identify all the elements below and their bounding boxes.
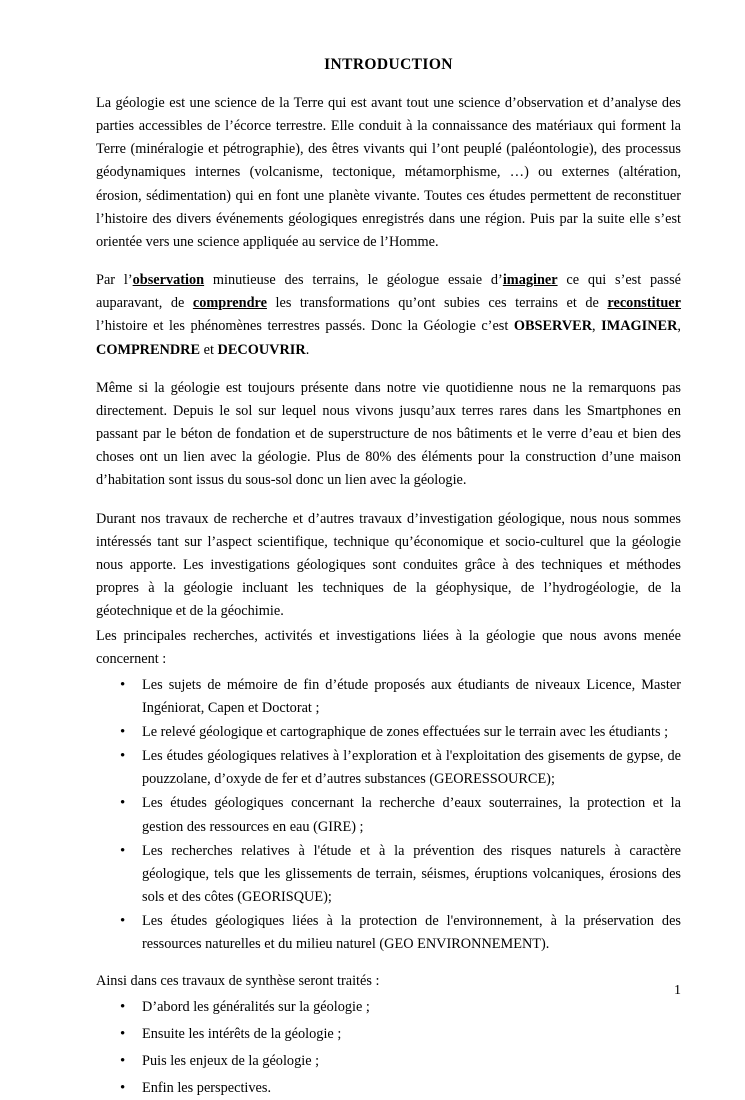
p2-bold-observer: OBSERVER	[513, 318, 593, 335]
p2-keyword-comprendre: comprendre	[192, 295, 267, 312]
page-number: 1	[674, 983, 681, 998]
paragraph-3: Même si la géologie est toujours présente dans notre vie quotidienne nous ne la remarquons pas directement. Depuis le sol sur lequel nous vivons jusqu’aux terres rares dans les Smartphones en passant par le béton de fondation et de superstructure de nos bâtiments et le verre d’eau et bien des choses ont un lien avec la géologie. Plus de 80% des éléments pour la construction d’une maison d’habitation sont issus du sous-sol donc un lien avec la géologie.	[96, 379, 681, 489]
list-item: • Les études géologiques relatives à l’exploration et à l'exploitation des gisements de gypse, de pouzzolane, d’oxyde de fer et d’autres substances (GEORESSOURCE);	[96, 745, 681, 791]
list-item: • Le relevé géologique et cartographique de zones effectuées sur le terrain avec les étudiants ;	[96, 721, 681, 744]
p2-keyword-imaginer: imaginer	[502, 272, 558, 289]
paragraph-1: La géologie est une science de la Terre qui est avant tout une science d’observation et d’analyse des parties accessibles de l’écorce terrestre. Elle conduit à la connaissance des matériaux qui forment la Terre (minéralogie et pétrographie), des êtres vivants qui l’ont peuplé (paléontologie), des processus géodynamiques internes (volcanisme, tectonique, métamorphisme, …) ou externes (altération, érosion, sédimentation) qui en font une planète vivante. Toutes ces études permettent de reconstituer l’histoire des divers événements géologiques enregistrés dans une région. Puis par la suite elle s’est orientée vers une science appliquée au service de l’Homme.	[96, 95, 681, 250]
paragraph-6: Ainsi dans ces travaux de synthèse seront traités :	[96, 973, 380, 990]
p2-segment-2: minutieuse des terrains, le géologue essaie d’	[204, 272, 503, 289]
list-item: • Les sujets de mémoire de fin d’étude proposés aux étudiants de niveaux Licence, Master Ingéniorat, Capen et Doctorat ;	[96, 674, 681, 720]
paragraph-2	[96, 269, 681, 362]
list-item: • Ensuite les intérêts de la géologie ;	[96, 1023, 681, 1046]
p2-keyword-observation: observation	[132, 272, 205, 289]
p2-bold-decouvrir: DECOUVRIR	[217, 341, 306, 358]
list-item: • Enfin les perspectives.	[96, 1077, 681, 1100]
list-item: • Les études géologiques concernant la recherche d’eaux souterraines, la protection et la gestion des ressources en eau (GIRE) ;	[96, 792, 681, 838]
list-item: • Puis les enjeux de la géologie ;	[96, 1050, 681, 1073]
p2-segment-1: Par l’	[96, 272, 133, 289]
p2-segment-4: les transformations qu’ont subies ces terrains et de	[266, 295, 608, 312]
list-item: • D’abord les généralités sur la géologie ;	[96, 996, 681, 1019]
main-activities-list	[96, 674, 681, 957]
p2-bold-comprendre: COMPRENDRE	[96, 341, 201, 358]
list-item: • Les recherches relatives à l'étude et à la prévention des risques naturels à caractère géologique, tels que les glissements de terrain, séismes, éruptions volcaniques, érosions des sols et des côtes (GEORISQUE);	[96, 840, 681, 909]
page-title: INTRODUCTION	[324, 56, 453, 73]
p2-segment-7: ,	[677, 318, 681, 335]
p2-segment-3: ce qui s’est passé auparavant, de	[96, 272, 681, 312]
p2-segment-6: ,	[592, 318, 602, 335]
p2-bold-imaginer: IMAGINER	[601, 318, 678, 335]
p2-segment-8: et	[200, 341, 218, 358]
p2-segment-9: .	[305, 341, 310, 358]
synthesis-outline-list	[96, 996, 681, 1100]
paragraph-5: Les principales recherches, activités et investigations liées à la géologie que nous avons menée concernent :	[96, 628, 681, 668]
p2-keyword-reconstituer: reconstituer	[607, 295, 681, 312]
p2-segment-5: l’histoire et les phénomènes terrestres passés. Donc la Géologie c’est	[96, 318, 514, 335]
list-item: • Les études géologiques liées à la protection de l'environnement, à la préservation des ressources naturelles et du milieu naturel (GEO ENVIRONNEMENT).	[96, 910, 681, 956]
paragraph-4: Durant nos travaux de recherche et d’autres travaux d’investigation géologique, nous nous sommes intéressés tant sur l’aspect scientifique, technique qu’économique et socio-culturel que la géologie nous apporte. Les investigations géologiques sont conduites grâce à des techniques et méthodes propres à la géologie incluant les techniques de la géophysique, de l’hydrogéologie, de la géotechnique et de la géochimie.	[96, 510, 681, 620]
